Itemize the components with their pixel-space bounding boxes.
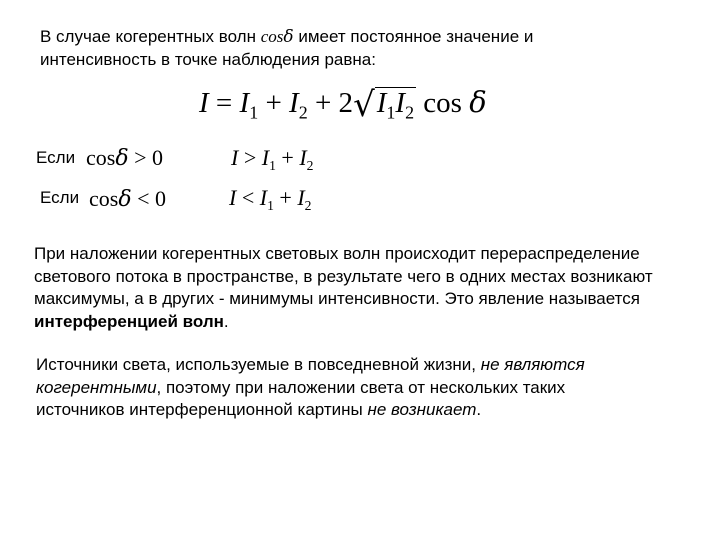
condition-1-label: Если [36,148,76,167]
para2-line-2 [36,377,585,400]
para2-line-3 [36,399,585,422]
formula-sub2: 2 [298,102,308,123]
cond1-res-I2: I [299,145,307,170]
condition-2-result [229,185,311,219]
condition-2-expression [89,186,166,213]
para2-line-1 [36,354,585,377]
cond2-res-I: I [229,185,237,210]
intro-text-before: В случае когерентных волн [40,27,256,46]
cond1-rel: > 0 [128,145,163,170]
para2-line-2-plain: , поэтому при наложении света от нескольких таких [156,377,566,397]
sqrt-radicand [375,87,416,127]
cond2-res-I2: I [297,185,305,210]
formula-I2: I [289,87,299,119]
cond2-res-sub1: 1 [267,197,274,213]
intro-line-1 [40,26,533,48]
para1-line-3: максимумы, а в других - минимумы интенсивности. Это явление называется [34,289,640,308]
cond2-res-sub2: 2 [304,197,312,213]
cond1-res-I1: I [261,145,270,170]
sqrt-I2: I [395,87,406,119]
condition-2-label: Если [40,188,80,207]
para2-line-2-italic: когерентными [36,377,157,397]
cond1-res-plus: + [275,145,300,170]
formula-I: I [199,87,209,119]
formula-delta: δ [469,85,487,119]
intro-line-2: интенсивность в точке наблюдения равна: [40,50,376,69]
sqrt-I1: I [376,87,387,119]
cond1-delta: δ [115,146,129,171]
cond1-res-rel: > [238,145,262,170]
cond2-delta: δ [118,187,132,212]
para2-line-3-plain: источников интерференционной картины [36,400,368,419]
para1-line-4-end: . [223,311,229,331]
formula-eq: = [208,87,240,119]
intensity-formula [199,84,487,130]
cond2-res-plus: + [273,185,298,210]
formula-I1: I [239,87,250,119]
cond2-cos: cos [89,186,119,211]
para2-line-3-italic: не возникает [367,400,477,419]
interference-paragraph [34,243,653,333]
formula-plus2: + 2 [307,87,354,119]
sqrt-expression [353,85,416,127]
para1-line-4 [34,311,653,334]
para2-line-1-plain: Источники света, используемые в повседневной жизни, [36,355,481,374]
condition-1-expression [86,145,163,172]
para1-line-2: светового потока в пространстве, в результате чего в одних местах возникают [34,266,653,286]
cond1-res-I: I [231,145,239,170]
condition-1-result [231,145,313,179]
formula-plus1: + [258,87,290,119]
cond2-rel: < 0 [131,186,166,211]
sqrt-sub2: 2 [405,102,415,123]
interference-term: интерференцией волн [34,311,224,331]
sqrt-sub1: 1 [386,102,396,123]
cond2-res-rel: < [236,185,260,210]
intro-delta: δ [283,27,294,47]
para2-line-3-end: . [476,400,482,419]
light-sources-paragraph [36,354,585,422]
cond1-res-sub2: 2 [306,157,314,173]
cond1-cos: cos [86,145,116,170]
para1-line-1: При наложении когерентных световых волн происходит перераспределение [34,244,640,263]
cond1-res-sub1: 1 [269,157,276,173]
intro-cos: cos [260,27,284,46]
para2-line-1-italic: не являются [480,355,585,374]
cond2-res-I1: I [259,185,268,210]
formula-cos: cos [416,87,470,119]
formula-sub1: 1 [249,102,259,123]
intro-text-after: имеет постоянное значение и [298,27,534,46]
sqrt-symbol: √ [353,85,375,125]
